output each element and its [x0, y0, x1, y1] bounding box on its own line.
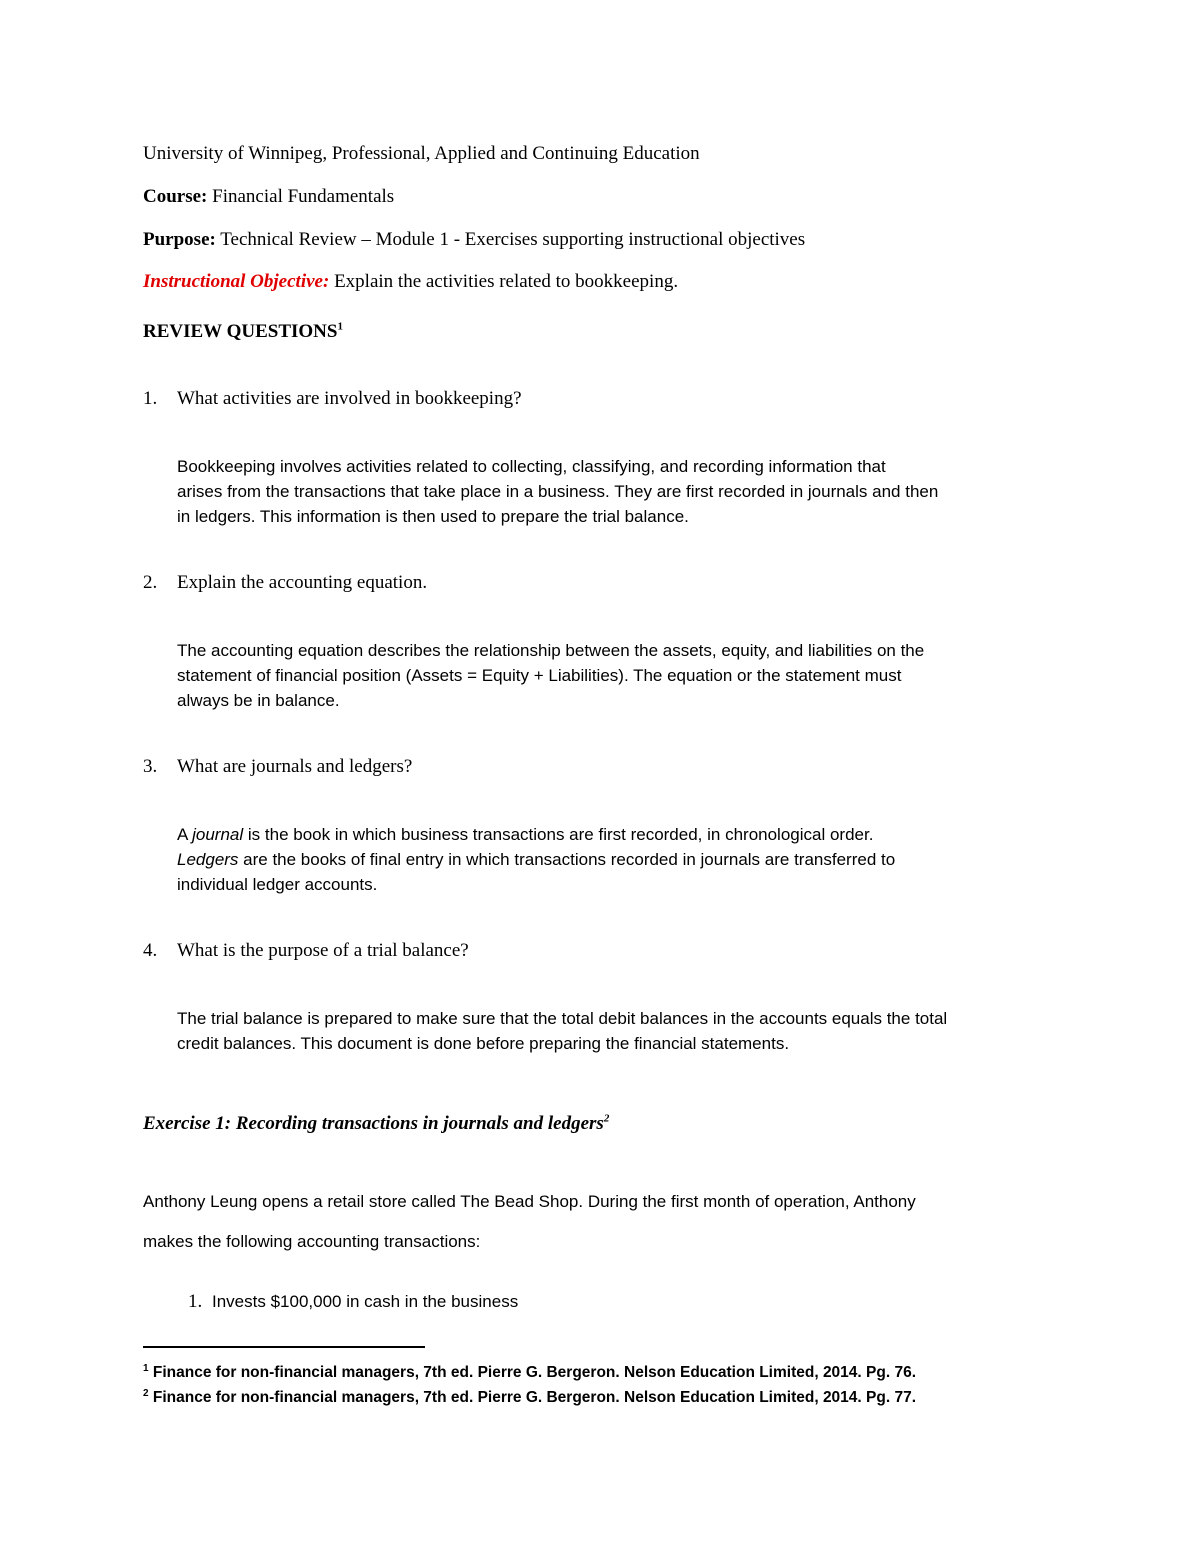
answer-2-line: The accounting equation describes the relationship between the assets, equity, and liabilities on the	[177, 641, 925, 660]
objective-value: Explain the activities related to bookkeeping.	[334, 271, 679, 292]
question-1-text: What activities are involved in bookkeeping?	[177, 388, 522, 409]
ledgers-term: Ledgers	[177, 850, 239, 869]
answer-2	[177, 638, 924, 713]
purpose-value: Technical Review – Module 1 - Exercises supporting instructional objectives	[220, 229, 806, 250]
answer-2-line: statement of financial position (Assets = Equity + Liabilities). The equation or the statement must	[177, 666, 902, 685]
course-line	[143, 186, 394, 208]
footnote-2	[143, 1389, 916, 1407]
objective-label: Instructional Objective:	[143, 271, 330, 292]
answer-2-line: always be in balance.	[177, 691, 340, 710]
footnote-ref-2[interactable]: 2	[603, 1112, 610, 1125]
objective-line	[143, 271, 678, 293]
answer-3-prefix: A	[177, 825, 193, 844]
answer-3-line: individual ledger accounts.	[177, 875, 378, 894]
review-questions-heading	[143, 321, 343, 343]
journal-term: journal	[192, 825, 244, 844]
footnote-2-marker: 2	[143, 1387, 149, 1399]
answer-3-line	[177, 822, 895, 847]
exercise-item-text: Invests $100,000 in cash in the business	[212, 1292, 519, 1311]
exercise-intro	[143, 1182, 916, 1262]
question-4-text: What is the purpose of a trial balance?	[177, 940, 469, 961]
answer-4-line: credit balances. This document is done before preparing the financial statements.	[177, 1034, 790, 1053]
exercise-heading	[143, 1113, 609, 1135]
footnote-1-marker: 1	[143, 1362, 149, 1374]
footnote-2-text: Finance for non-financial managers, 7th ed. Pierre G. Bergeron. Nelson Education Limited, 2014. Pg. 77.	[148, 1389, 917, 1406]
question-3-number: 3.	[143, 756, 158, 777]
question-4-number: 4.	[143, 940, 158, 961]
exercise-intro-line: Anthony Leung opens a retail store called The Bead Shop. During the first month of operation, Anthony	[143, 1192, 916, 1211]
answer-3-line	[177, 847, 895, 872]
footnote-ref-1[interactable]: 1	[337, 320, 343, 333]
institution-text: University of Winnipeg, Professional, Applied and Continuing Education	[143, 143, 700, 164]
review-heading-text: REVIEW QUESTIONS	[143, 321, 338, 342]
exercise-heading-text: Exercise 1: Recording transactions in journals and ledgers	[143, 1113, 604, 1134]
answer-3-rest: is the book in which business transactions are first recorded, in chronological order.	[243, 825, 874, 844]
footnote-separator	[143, 1346, 425, 1348]
course-label: Course:	[143, 186, 208, 207]
institution-line	[143, 143, 700, 165]
question-2-text: Explain the accounting equation.	[177, 572, 428, 593]
answer-1-line: in ledgers. This information is then used to prepare the trial balance.	[177, 507, 689, 526]
answer-4	[177, 1006, 947, 1056]
answer-1	[177, 454, 938, 529]
footnote-1-text: Finance for non-financial managers, 7th ed. Pierre G. Bergeron. Nelson Education Limited, 2014. Pg. 76.	[148, 1364, 917, 1381]
purpose-line	[143, 229, 805, 251]
question-2-number: 2.	[143, 572, 158, 593]
footnote-1	[143, 1364, 916, 1382]
answer-1-line: Bookkeeping involves activities related to collecting, classifying, and recording information that	[177, 457, 886, 476]
question-1-number: 1.	[143, 388, 158, 409]
exercise-intro-line: makes the following accounting transactions:	[143, 1232, 481, 1251]
course-value: Financial Fundamentals	[212, 186, 395, 207]
question-3-text: What are journals and ledgers?	[177, 756, 413, 777]
exercise-item-number: 1.	[188, 1291, 203, 1312]
answer-1-line: arises from the transactions that take place in a business. They are first recorded in journals and then	[177, 482, 939, 501]
answer-4-line: The trial balance is prepared to make sure that the total debit balances in the accounts equals the total	[177, 1009, 948, 1028]
answer-3-rest: are the books of final entry in which transactions recorded in journals are transferred to	[238, 850, 896, 869]
answer-3	[177, 822, 895, 897]
purpose-label: Purpose:	[143, 229, 216, 250]
